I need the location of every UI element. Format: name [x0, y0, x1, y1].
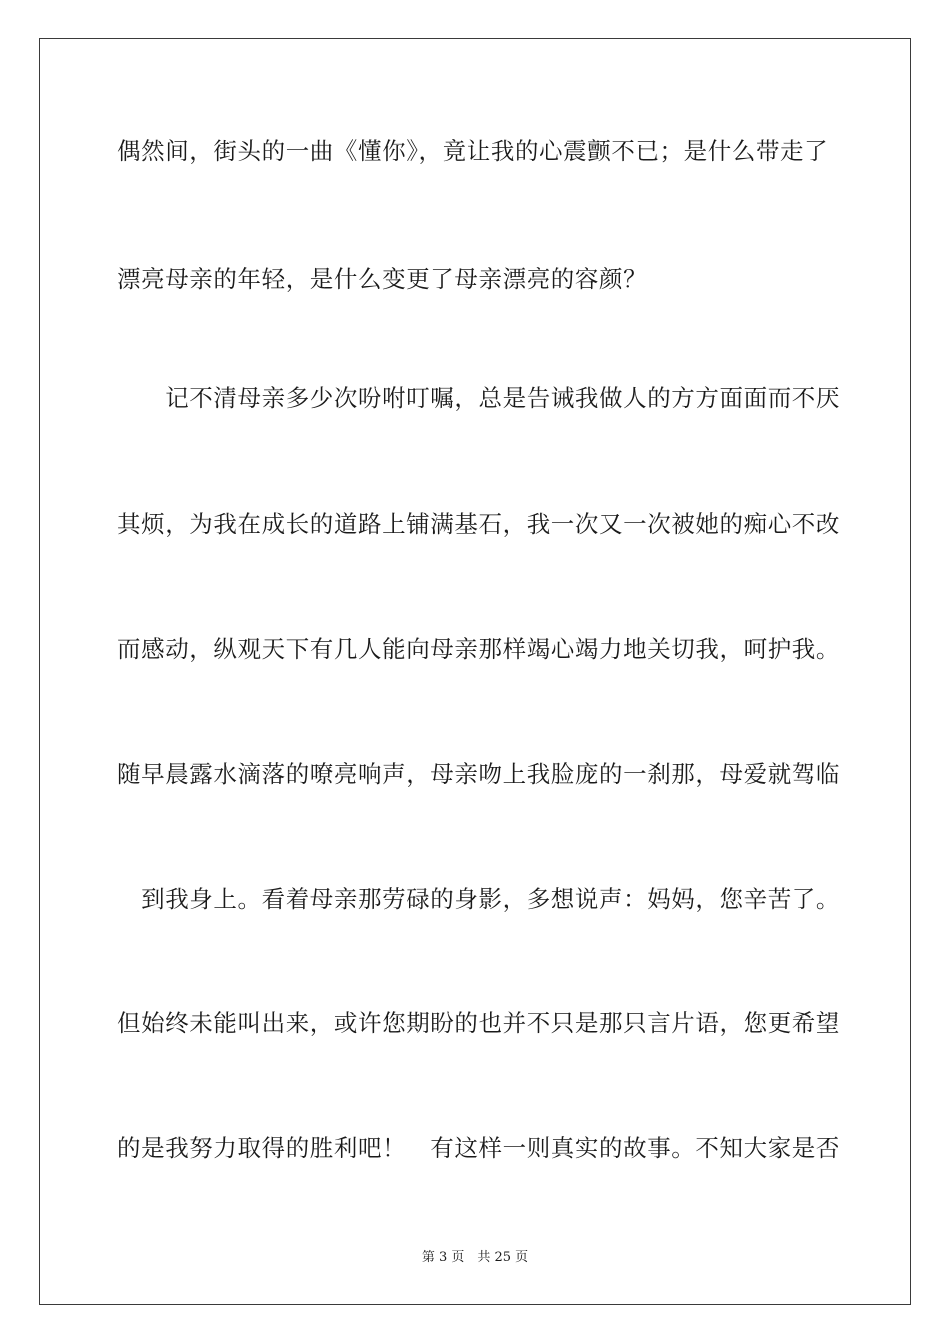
- text-line: 其烦，为我在成长的道路上铺满基石，我一次又一次被她的痴心不改: [117, 510, 840, 538]
- page-number-footer: 第 3 页 共 25 页: [421, 1250, 529, 1265]
- text-line: 随早晨露水滴落的嘹亮响声，母亲吻上我脸庞的一刹那，母爱就驾临: [117, 760, 840, 788]
- text-line: 的是我努力取得的胜利吧！ 有这样一则真实的故事。不知大家是否: [117, 1134, 840, 1162]
- page-frame: [39, 38, 911, 1305]
- text-line: 偶然间，街头的一曲《懂你》，竟让我的心震颤不已；是什么带走了: [117, 137, 829, 165]
- text-line: 到我身上。看着母亲那劳碌的身影，多想说声：妈妈，您辛苦了。: [117, 885, 840, 913]
- text-line: 但始终未能叫出来，或许您期盼的也并不只是那只言片语，您更希望: [117, 1009, 840, 1037]
- text-line: 记不清母亲多少次吩咐叮嘱，总是告诫我做人的方方面面而不厌: [117, 384, 840, 412]
- text-line: 漂亮母亲的年轻，是什么变更了母亲漂亮的容颜？: [117, 265, 648, 293]
- text-line: 而感动，纵观天下有几人能向母亲那样竭心竭力地关切我，呵护我。: [117, 635, 840, 663]
